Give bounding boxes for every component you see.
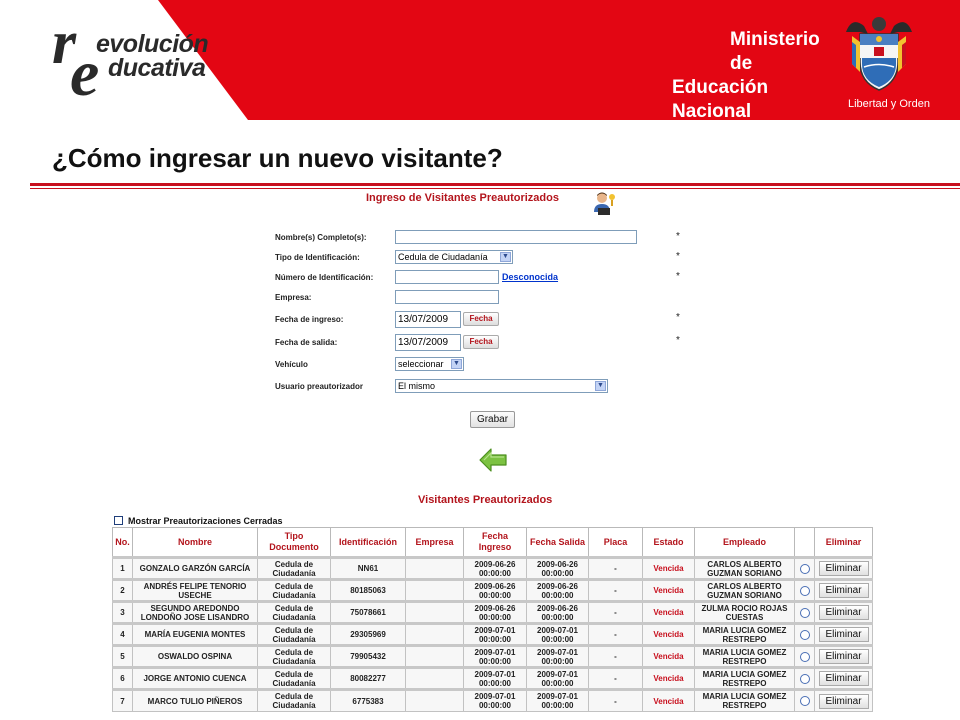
tipo-id-select[interactable] [395,250,513,264]
col-header-no: No. [113,528,133,558]
fecha-ingreso-label: Fecha de ingreso: [275,315,344,324]
title-rule-gap [0,183,30,189]
row-no: 1 [113,558,133,580]
row-estado: Vencida [643,624,695,646]
row-fecha-ingreso: 2009-06-26 00:00:00 [464,558,527,580]
row-placa: - [589,624,643,646]
empresa-label: Empresa: [275,293,312,302]
row-empleado: MARIA LUCIA GOMEZ RESTREPO [695,624,795,646]
eliminar-button[interactable]: Eliminar [819,605,869,620]
row-empleado: MARIA LUCIA GOMEZ RESTREPO [695,668,795,690]
revolucion-educativa-logo [48,9,258,110]
row-no: 3 [113,602,133,624]
logo-word-1: evolución [96,30,209,58]
row-empresa [406,646,464,668]
fecha-salida-label: Fecha de salida: [275,338,338,347]
col-header-fecha-ingreso: Fecha Ingreso [464,528,527,558]
row-empleado: MARIA LUCIA GOMEZ RESTREPO [695,646,795,668]
tipo-id-label: Tipo de Identificación: [275,253,360,262]
fecha-ingreso-required-mark: * [676,312,680,323]
motto-text: Libertad y Orden [848,98,930,110]
col-header-tipo-documento: Tipo Documento [258,528,331,558]
col-header-nombre: Nombre [133,528,258,558]
nombre-input[interactable] [395,230,637,244]
vehiculo-value: seleccionar [398,359,444,369]
row-empleado: ZULMA ROCIO ROJAS CUESTAS [695,602,795,624]
table-row [113,580,873,602]
tipo-id-value: Cedula de Ciudadanía [398,252,488,262]
grabar-button[interactable]: Grabar [470,411,515,428]
row-placa: - [589,646,643,668]
row-fecha-ingreso: 2009-07-01 00:00:00 [464,690,527,712]
chevron-down-icon: ▼ [595,381,606,391]
row-nombre: OSWALDO OSPINA [133,646,258,668]
row-select-radio[interactable] [800,674,810,684]
numero-id-label: Número de Identificación: [275,273,374,282]
page-title: ¿Cómo ingresar un nuevo visitante? [52,143,503,173]
form-title: Ingreso de Visitantes Preautorizados [366,192,559,204]
table-row [113,624,873,646]
row-fecha-salida: 2009-07-01 00:00:00 [527,690,589,712]
show-closed-checkbox[interactable] [114,516,123,525]
row-placa: - [589,668,643,690]
row-select-radio[interactable] [800,696,810,706]
logo-e-letter: e [70,37,100,110]
row-estado: Vencida [643,580,695,602]
tipo-id-required-mark: * [676,251,680,262]
eliminar-button[interactable]: Eliminar [819,671,869,686]
row-select-cell [795,690,815,712]
row-nombre: SEGUNDO AREDONDO LONDOÑO JOSE LISANDRO [133,602,258,624]
row-fecha-salida: 2009-07-01 00:00:00 [527,668,589,690]
row-tipo-documento: Cedula de Ciudadanía [258,602,331,624]
row-estado: Vencida [643,646,695,668]
eliminar-button[interactable]: Eliminar [819,561,869,576]
usuario-select[interactable] [395,379,608,393]
table-row [113,602,873,624]
row-eliminar-cell [815,580,873,602]
row-select-radio[interactable] [800,608,810,618]
eliminar-button[interactable]: Eliminar [819,694,869,709]
visitors-table-body [113,558,873,712]
row-tipo-documento: Cedula de Ciudadanía [258,624,331,646]
fecha-salida-button[interactable]: Fecha [463,335,499,349]
usuario-value: El mismo [398,381,436,391]
row-identificacion: 29305969 [331,624,406,646]
row-empresa [406,690,464,712]
back-arrow-icon[interactable] [478,447,508,473]
row-tipo-documento: Cedula de Ciudadanía [258,690,331,712]
vehiculo-select[interactable] [395,357,464,371]
ministry-name [672,28,842,172]
row-eliminar-cell [815,690,873,712]
nombre-label: Nombre(s) Completo(s): [275,233,367,242]
row-eliminar-cell [815,624,873,646]
row-select-cell [795,668,815,690]
row-estado: Vencida [643,668,695,690]
vehiculo-label: Vehículo [275,360,308,369]
row-no: 5 [113,646,133,668]
row-eliminar-cell [815,646,873,668]
row-no: 6 [113,668,133,690]
row-select-cell [795,646,815,668]
ministry-line-3: República de Colombia [695,126,795,169]
table-row [113,690,873,712]
row-placa: - [589,602,643,624]
row-empresa [406,580,464,602]
row-empleado: CARLOS ALBERTO GUZMAN SORIANO [695,558,795,580]
row-no: 2 [113,580,133,602]
row-estado: Vencida [643,558,695,580]
row-fecha-salida: 2009-06-26 00:00:00 [527,602,589,624]
col-header-eliminar: Eliminar [815,528,873,558]
title-rule-thin [0,188,960,189]
eliminar-button[interactable]: Eliminar [819,649,869,664]
row-tipo-documento: Cedula de Ciudadanía [258,646,331,668]
row-estado: Vencida [643,690,695,712]
row-tipo-documento: Cedula de Ciudadanía [258,668,331,690]
col-header-identificacion: Identificación [331,528,406,558]
col-header-fecha-salida: Fecha Salida [527,528,589,558]
row-estado: Vencida [643,602,695,624]
table-row [113,668,873,690]
row-placa: - [589,580,643,602]
colombia-coat-of-arms-icon [842,12,916,96]
row-identificacion: 6775383 [331,690,406,712]
eliminar-button[interactable]: Eliminar [819,627,869,642]
row-fecha-ingreso: 2009-07-01 00:00:00 [464,646,527,668]
row-fecha-salida: 2009-07-01 00:00:00 [527,624,589,646]
row-identificacion: NN61 [331,558,406,580]
col-header-placa: Placa [589,528,643,558]
table-row [113,558,873,580]
ministry-line-2: Educación Nacional [672,77,769,122]
row-fecha-salida: 2009-07-01 00:00:00 [527,646,589,668]
row-no: 7 [113,690,133,712]
desconocida-link[interactable]: Desconocida [502,272,559,282]
numero-id-required-mark: * [676,271,680,282]
row-placa: - [589,558,643,580]
row-eliminar-cell [815,602,873,624]
fecha-salida-input[interactable]: 13/07/2009 [395,334,461,351]
chevron-down-icon: ▼ [500,252,511,262]
row-select-radio[interactable] [800,630,810,640]
row-identificacion: 79905432 [331,646,406,668]
empresa-input[interactable] [395,290,499,304]
row-placa: - [589,690,643,712]
fecha-ingreso-input[interactable]: 13/07/2009 [395,311,461,328]
row-eliminar-cell [815,558,873,580]
ministry-line-1: Ministerio de [730,29,820,74]
row-fecha-salida: 2009-06-26 00:00:00 [527,558,589,580]
row-empresa [406,624,464,646]
usuario-label: Usuario preautorizador [275,382,364,391]
row-empleado: MARIA LUCIA GOMEZ RESTREPO [695,690,795,712]
nombre-required-mark: * [676,231,680,242]
col-header-empresa: Empresa [406,528,464,558]
row-nombre: GONZALO GARZÓN GARCÍA [133,558,258,580]
row-tipo-documento: Cedula de Ciudadanía [258,558,331,580]
row-select-radio[interactable] [800,586,810,596]
col-header-estado: Estado [643,528,695,558]
row-empresa [406,668,464,690]
table-row [113,646,873,668]
row-nombre: ANDRÉS FELIPE TENORIO USECHE [133,580,258,602]
chevron-down-icon: ▼ [451,359,462,369]
visitors-table [112,527,873,712]
row-empresa [406,558,464,580]
numero-id-input[interactable] [395,270,499,284]
row-fecha-ingreso: 2009-07-01 00:00:00 [464,624,527,646]
fecha-ingreso-button[interactable]: Fecha [463,312,499,326]
row-no: 4 [113,624,133,646]
logo-r-letter: r [52,9,77,77]
row-select-cell [795,558,815,580]
row-tipo-documento: Cedula de Ciudadanía [258,580,331,602]
fecha-salida-required-mark: * [676,335,680,346]
row-select-radio[interactable] [800,564,810,574]
row-identificacion: 80185063 [331,580,406,602]
row-fecha-salida: 2009-06-26 00:00:00 [527,580,589,602]
eliminar-button[interactable]: Eliminar [819,583,869,598]
row-nombre: MARÍA EUGENIA MONTES [133,624,258,646]
row-fecha-ingreso: 2009-06-26 00:00:00 [464,602,527,624]
col-header-empleado: Empleado [695,528,795,558]
table-header-row [113,528,873,558]
row-fecha-ingreso: 2009-06-26 00:00:00 [464,580,527,602]
row-select-radio[interactable] [800,652,810,662]
logo-word-2: ducativa [108,54,206,82]
table-title: Visitantes Preautorizados [418,494,553,506]
title-rule-thick [0,183,960,186]
col-header-select [795,528,815,558]
show-closed-label: Mostrar Preautorizaciones Cerradas [128,516,283,526]
row-nombre: MARCO TULIO PIÑEROS [133,690,258,712]
visitor-user-icon [592,190,616,216]
row-identificacion: 80082277 [331,668,406,690]
row-identificacion: 75078661 [331,602,406,624]
row-empresa [406,602,464,624]
row-select-cell [795,602,815,624]
row-fecha-ingreso: 2009-07-01 00:00:00 [464,668,527,690]
row-select-cell [795,624,815,646]
row-empleado: CARLOS ALBERTO GUZMAN SORIANO [695,580,795,602]
row-select-cell [795,580,815,602]
row-nombre: JORGE ANTONIO CUENCA [133,668,258,690]
row-eliminar-cell [815,668,873,690]
